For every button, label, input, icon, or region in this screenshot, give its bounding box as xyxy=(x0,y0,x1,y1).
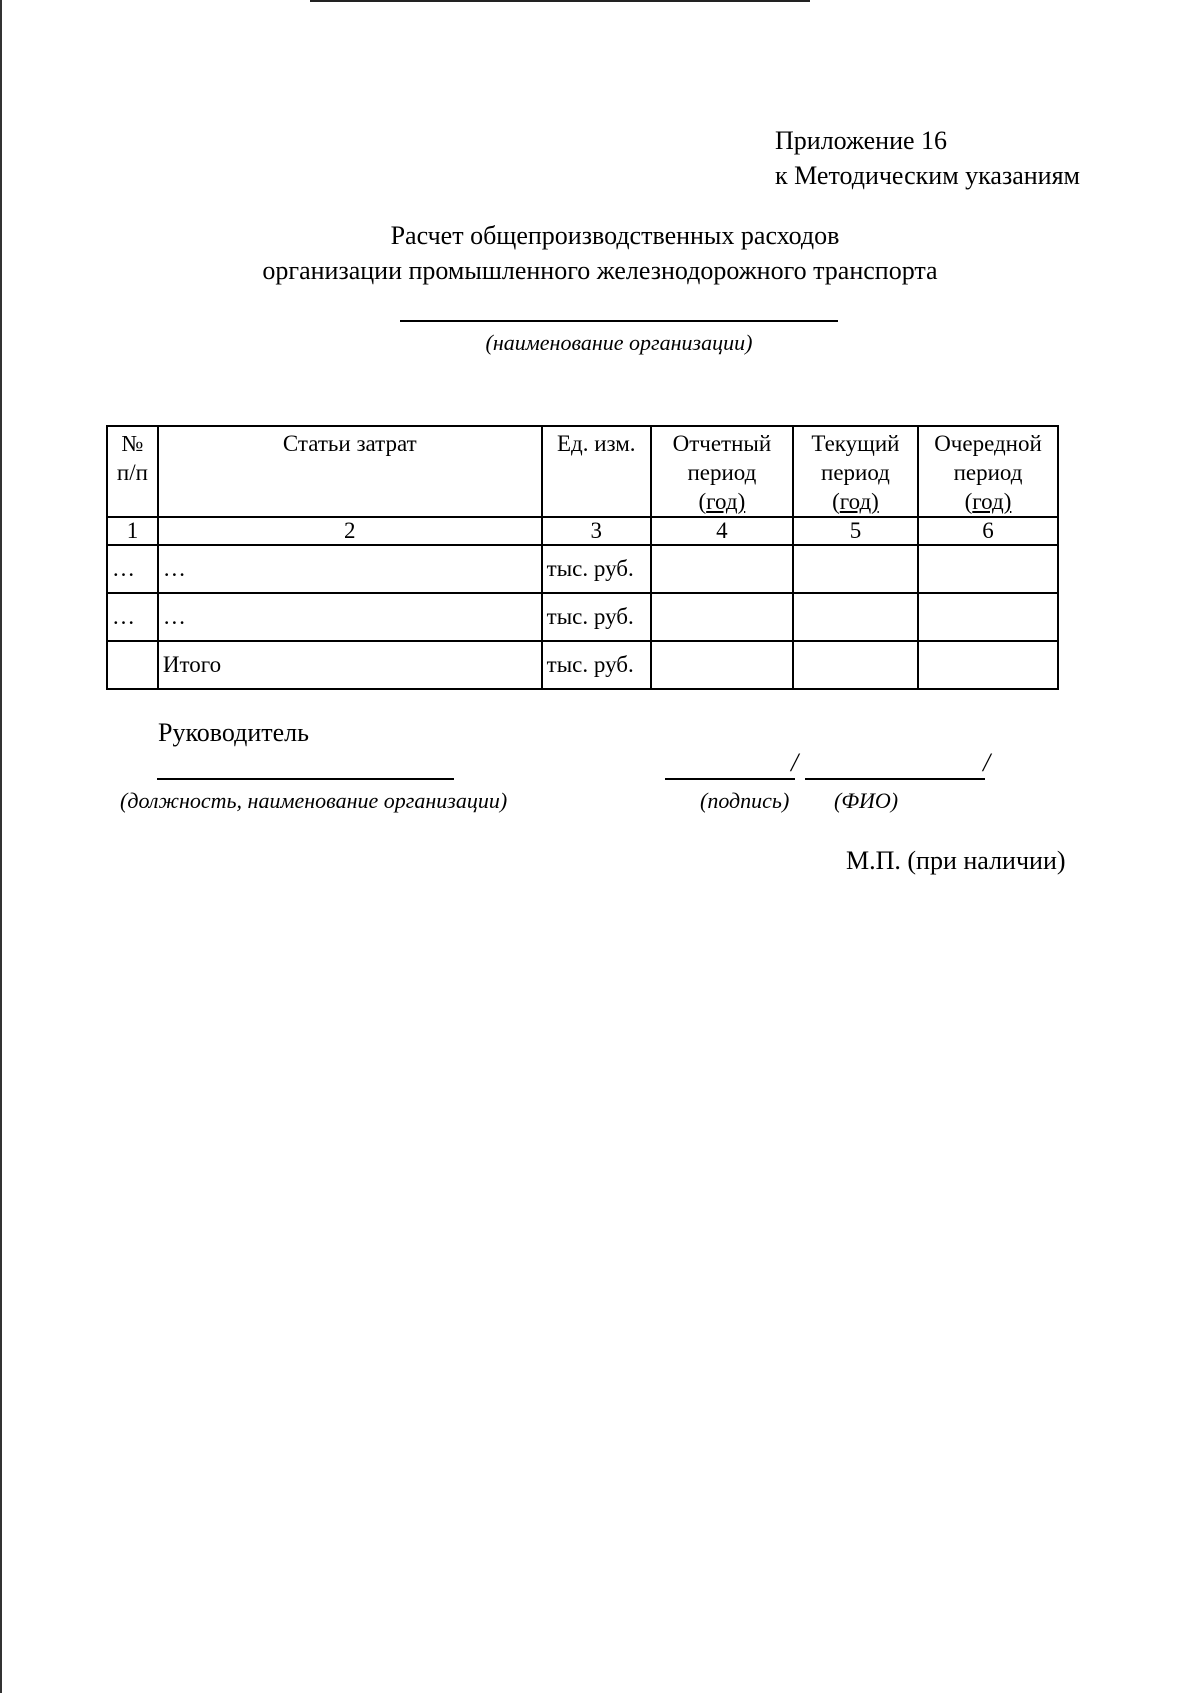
position-blank-line xyxy=(157,778,454,780)
signature-blank-line xyxy=(665,778,795,780)
title-line-2: организации промышленного железнодорожного транспорта xyxy=(262,256,938,285)
stamp-place-label: М.П. (при наличии) xyxy=(846,846,1066,875)
header-num xyxy=(107,426,158,517)
year-blank-current: год) xyxy=(839,489,879,514)
header-next-label: Очередной период xyxy=(934,431,1042,485)
column-number: 2 xyxy=(158,517,542,545)
row-unit: тыс. руб. xyxy=(542,641,651,689)
row-num: … xyxy=(107,593,158,641)
row-unit: тыс. руб. xyxy=(542,593,651,641)
header-unit xyxy=(542,426,651,517)
signature-slash: / xyxy=(791,748,799,777)
appendix-number: Приложение 16 xyxy=(775,126,948,155)
header-next-period xyxy=(918,426,1058,517)
header-unit-label: Ед. изм. xyxy=(556,431,636,456)
row-item: Итого xyxy=(158,641,542,689)
appendix-document: к Методическим указаниям xyxy=(775,161,1080,190)
row-unit: тыс. руб. xyxy=(542,545,651,593)
row-current-value xyxy=(793,593,918,641)
table-header-row xyxy=(107,426,1058,517)
fio-caption: (ФИО) xyxy=(834,788,899,813)
header-reported-label: Отчетный период xyxy=(672,431,772,485)
appendix-reference xyxy=(775,123,1080,193)
year-open-paren: ( xyxy=(698,489,707,514)
signature-caption: (подпись) xyxy=(700,788,790,813)
table-row xyxy=(107,545,1058,593)
column-numbers-row xyxy=(107,517,1058,545)
table-row-total xyxy=(107,641,1058,689)
fio-slash: / xyxy=(983,748,991,777)
fio-blank-line xyxy=(805,778,985,780)
column-number: 5 xyxy=(793,517,918,545)
title-line-1: Расчет общепроизводственных расходов xyxy=(390,221,840,250)
head-label: Руководитель xyxy=(158,718,309,747)
document-title xyxy=(0,218,1200,288)
row-item: … xyxy=(158,593,542,641)
column-number: 1 xyxy=(107,517,158,545)
row-num xyxy=(107,641,158,689)
row-reported-value xyxy=(651,641,793,689)
row-next-value xyxy=(918,545,1058,593)
row-reported-value xyxy=(651,545,793,593)
scan-artifact-top-line xyxy=(310,0,810,2)
organization-name-blank-line xyxy=(400,320,838,322)
column-number: 6 xyxy=(918,517,1058,545)
column-number: 4 xyxy=(651,517,793,545)
year-blank-next: год) xyxy=(972,489,1012,514)
year-open-paren: ( xyxy=(964,489,973,514)
overhead-costs-table xyxy=(106,425,1059,690)
row-reported-value xyxy=(651,593,793,641)
column-number: 3 xyxy=(542,517,651,545)
header-num-label: № п/п xyxy=(116,431,148,485)
year-open-paren: ( xyxy=(832,489,840,514)
header-reported-period xyxy=(651,426,793,517)
year-blank-reported: год) xyxy=(706,489,746,514)
header-items-label: Статьи затрат xyxy=(282,431,417,456)
row-current-value xyxy=(793,641,918,689)
table-row xyxy=(107,593,1058,641)
header-items xyxy=(158,426,542,517)
row-next-value xyxy=(918,641,1058,689)
row-item: … xyxy=(158,545,542,593)
row-current-value xyxy=(793,545,918,593)
position-caption: (должность, наименование организации) xyxy=(120,788,508,813)
header-current-label: Текущий период xyxy=(811,431,900,485)
row-num: … xyxy=(107,545,158,593)
organization-name-caption: (наименование организации) xyxy=(485,330,753,355)
header-current-period xyxy=(793,426,918,517)
row-next-value xyxy=(918,593,1058,641)
